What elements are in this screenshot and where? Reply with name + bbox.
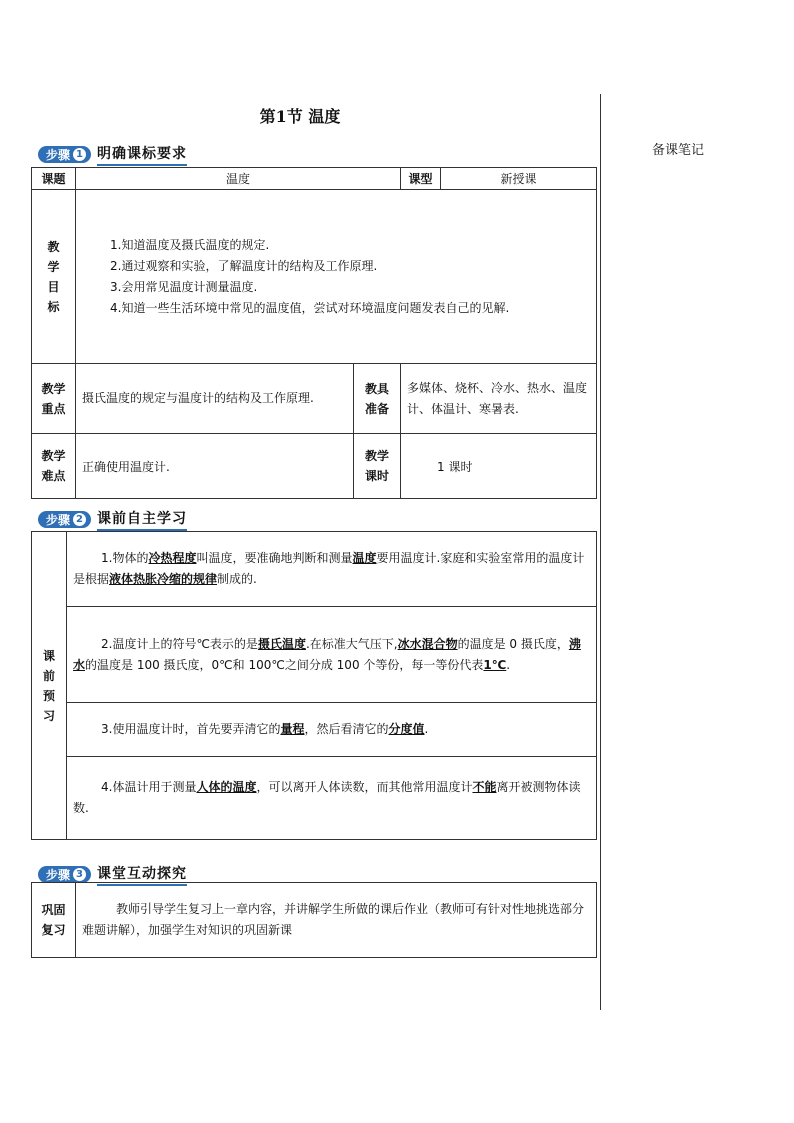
step-1-heading [38, 143, 187, 166]
jiaoju-label: 教具 准备 [354, 364, 401, 434]
answer-blank: 冷热程度 [148, 551, 197, 565]
step-3-number: 3 [73, 868, 86, 881]
page-title: 第1节 温度 [259, 107, 341, 126]
step-1-number: 1 [73, 148, 86, 161]
step-1-tag: 步骤 1 [38, 146, 91, 163]
step-2-heading [38, 508, 187, 531]
answer-blank: 冰水混合物 [397, 636, 458, 651]
answer-blank: 沸水 [73, 636, 581, 672]
keti-label: 课题 [32, 168, 76, 190]
preview-side-label: 课 前 预 习 [32, 532, 67, 840]
step-3-tag: 步骤 3 [38, 866, 91, 883]
answer-blank: 分度值 [388, 722, 425, 736]
keshi-label: 教学 课时 [354, 434, 401, 499]
course-info-table [31, 167, 597, 499]
preview-table [31, 531, 597, 840]
objective-item: 1.知道温度及摄氏温度的规定. [110, 237, 270, 252]
notes-label: 备课笔记 [652, 143, 705, 158]
objectives-list [76, 190, 597, 364]
objective-item: 4.知道一些生活环境中常见的温度值，尝试对环境温度问题发表自己的见解. [110, 300, 510, 315]
jiaoju-value: 多媒体、烧杯、冷水、热水、温度计、体温计、寒暑表. [401, 364, 597, 434]
review-table [31, 882, 597, 958]
answer-blank: 不能 [472, 780, 497, 794]
preview-question-1: 1.物体的冷热程度叫温度，要准确地判断和测量温度要用温度计.家庭和实验室常用的温度计是根据液体热胀冷缩的规律制成的. [67, 532, 597, 607]
nandian-value: 正确使用温度计. [76, 434, 354, 499]
review-text: 教师引导学生复习上一章内容，并讲解学生所做的课后作业（教师可有针对性地挑选部分难题讲解），加强学生对知识的巩固新课 [76, 883, 597, 958]
answer-blank: 摄氏温度 [257, 636, 306, 651]
nandian-label: 教学 难点 [32, 434, 76, 499]
answer-blank: 量程 [280, 722, 305, 736]
preview-question-2: 2.温度计上的符号℃表示的是摄氏温度.在标准大气压下,冰水混合物的温度是 0 摄氏度，沸水的温度是 100 摄氏度，0℃和 100℃之间分成 100 个等份，每一等份代表1℃. [67, 607, 597, 703]
answer-blank: 液体热胀冷缩的规律 [109, 572, 218, 586]
preview-question-4: 4.体温计用于测量人体的温度，可以离开人体读数，而其他常用温度计不能离开被测物体读数. [67, 757, 597, 840]
keti-value: 温度 [76, 168, 401, 190]
objective-item: 3.会用常见温度计测量温度. [110, 279, 258, 294]
review-label: 巩固 复习 [32, 883, 76, 958]
step-3-label: 课堂互动探究 [97, 863, 187, 886]
preview-question-3: 3.使用温度计时，首先要弄清它的量程，然后看清它的分度值. [67, 703, 597, 757]
zhongdian-value: 摄氏温度的规定与温度计的结构及工作原理. [76, 364, 354, 434]
answer-blank: 温度 [352, 551, 377, 565]
kexing-value: 新授课 [441, 168, 597, 190]
answer-blank: 人体的温度 [196, 780, 257, 794]
step-2-number: 2 [73, 513, 86, 526]
keshi-value: 1 课时 [401, 434, 597, 499]
step-2-label: 课前自主学习 [97, 508, 187, 531]
zhongdian-label: 教学 重点 [32, 364, 76, 434]
kexing-label: 课型 [401, 168, 441, 190]
notes-divider [600, 94, 601, 1010]
mubiao-label: 教 学 目 标 [32, 190, 76, 364]
step-1-label: 明确课标要求 [97, 143, 187, 166]
answer-blank: 1℃ [483, 657, 507, 672]
step-2-tag: 步骤 2 [38, 511, 91, 528]
objective-item: 2.通过观察和实验，了解温度计的结构及工作原理. [110, 258, 378, 273]
